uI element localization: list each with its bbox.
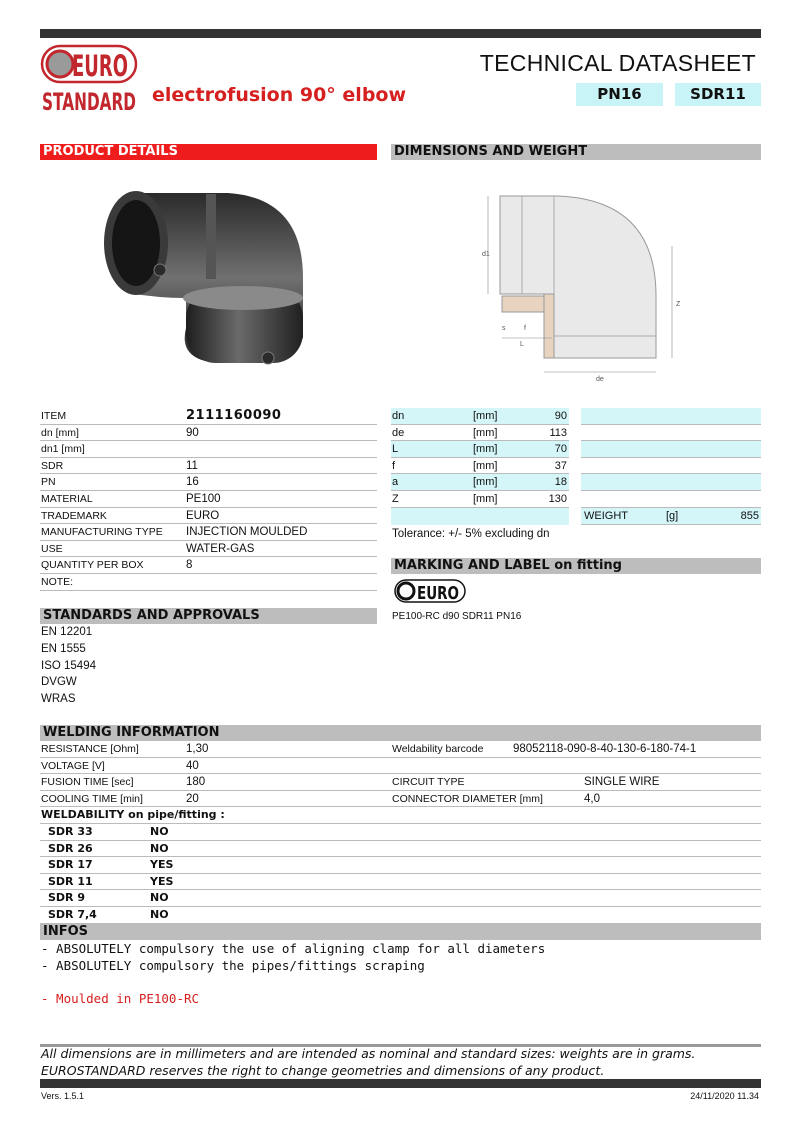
logo-text: EURO	[72, 49, 128, 83]
welding-label: FUSION TIME [sec]	[41, 776, 134, 789]
dimension-unit: [mm]	[473, 459, 498, 472]
product-row-value: PE100	[186, 493, 221, 505]
product-row-label: NOTE:	[41, 576, 74, 588]
product-row-value: 11	[186, 459, 198, 472]
svg-text:Z: Z	[676, 301, 681, 308]
weight-value: 855	[740, 510, 759, 522]
product-subtitle: electrofusion 90° elbow	[152, 84, 407, 106]
product-row-value: 90	[186, 426, 199, 439]
weldability-row	[40, 857, 761, 874]
weldability-title: WELDABILITY on pipe/fitting :	[41, 808, 225, 822]
weight-unit: [g]	[666, 510, 679, 522]
product-row	[40, 408, 377, 425]
page-title: TECHNICAL DATASHEET	[479, 50, 756, 76]
welding-row	[40, 758, 761, 775]
dimension-label: Z	[392, 493, 399, 505]
product-row-label: QUANTITY PER BOX	[41, 559, 144, 572]
dimension-value: 70	[554, 443, 567, 456]
welding-right-value: 4,0	[584, 792, 600, 805]
sdr-badge: SDR11	[675, 83, 761, 106]
welding-value: 180	[186, 776, 206, 789]
footer-note-1: All dimensions are in millimeters and are intended as nominal and standard sizes: weights are in grams.	[41, 1046, 696, 1061]
svg-text:L: L	[520, 341, 524, 348]
weldability-sdr: SDR 26	[48, 841, 93, 855]
dimension-label: de	[392, 426, 405, 439]
date-label: 24/11/2020 11.34	[690, 1091, 759, 1101]
weight-label: WEIGHT	[584, 510, 628, 522]
product-row	[40, 557, 377, 574]
product-row	[40, 574, 377, 591]
svg-text:s: s	[502, 325, 506, 332]
weldability-title-row	[40, 807, 761, 824]
weight-row	[581, 508, 761, 525]
info-line-1: - ABSOLUTELY compulsory the use of aligning clamp for all diameters	[41, 941, 546, 956]
product-row-label: TRADEMARK	[41, 509, 107, 522]
standard-item: DVGW	[41, 676, 77, 689]
dimension-value: 18	[554, 476, 567, 489]
weldability-result: NO	[150, 908, 169, 921]
welding-right-value: SINGLE WIRE	[584, 776, 660, 789]
dimension-row	[391, 441, 569, 458]
marking-logo	[394, 579, 466, 603]
dimension-unit: [mm]	[473, 426, 498, 439]
dimension-unit: [mm]	[473, 410, 498, 422]
dimension-extra-cell	[581, 474, 761, 491]
dimension-extra-cell	[581, 491, 761, 508]
welding-row	[40, 741, 761, 758]
svg-text:EURO: EURO	[417, 583, 459, 604]
weldability-sdr: SDR 7,4	[48, 908, 97, 921]
weldability-result: NO	[150, 841, 169, 855]
section-marking: MARKING AND LABEL on fitting	[391, 558, 761, 574]
welding-label: COOLING TIME [min]	[41, 792, 143, 805]
bottom-bar	[40, 1079, 761, 1088]
dimension-row	[391, 474, 569, 491]
pn-badge: PN16	[576, 83, 663, 106]
svg-text:f: f	[524, 325, 526, 332]
dimension-value: 37	[554, 459, 567, 472]
product-row	[40, 441, 377, 458]
welding-row	[40, 791, 761, 808]
dimension-extra-cell	[581, 441, 761, 458]
svg-text:de: de	[596, 376, 604, 383]
standard-item: WRAS	[41, 693, 76, 706]
product-row-label: dn1 [mm]	[41, 443, 85, 456]
product-row	[40, 491, 377, 508]
product-row-label: MANUFACTURING TYPE	[41, 526, 163, 539]
weldability-sdr: SDR 33	[48, 825, 93, 838]
product-row-label: SDR	[41, 459, 64, 472]
technical-drawing	[468, 186, 693, 386]
product-row-value: EURO	[186, 509, 220, 522]
product-row-label: USE	[41, 542, 63, 555]
product-row	[40, 474, 377, 491]
dimension-unit: [mm]	[473, 476, 498, 489]
product-row-label: MATERIAL	[41, 493, 93, 505]
product-row	[40, 425, 377, 442]
version-label: Vers. 1.5.1	[41, 1091, 85, 1101]
welding-right-label: CONNECTOR DIAMETER [mm]	[392, 792, 543, 805]
weldability-row	[40, 907, 761, 924]
weldability-sdr: SDR 17	[48, 858, 93, 872]
weldability-sdr: SDR 9	[48, 891, 86, 905]
weldability-result: NO	[150, 825, 169, 838]
weldability-row	[40, 890, 761, 907]
top-bar	[40, 29, 761, 38]
welding-right-label: CIRCUIT TYPE	[392, 776, 465, 789]
welding-right-label: Weldability barcode	[392, 743, 484, 755]
dimension-extra-cell	[581, 458, 761, 475]
product-row-value: 2111160090	[186, 408, 282, 423]
product-row-value: WATER-GAS	[186, 542, 255, 555]
weldability-result: YES	[150, 858, 174, 872]
dimension-label: dn	[392, 410, 405, 422]
product-row	[40, 541, 377, 558]
product-row	[40, 458, 377, 475]
product-row-value: INJECTION MOULDED	[186, 526, 308, 539]
dimension-unit: [mm]	[473, 443, 498, 456]
dimension-blank-cell	[391, 508, 569, 525]
welding-row	[40, 774, 761, 791]
dimension-value: 90	[554, 410, 567, 422]
marking-text: PE100-RC d90 SDR11 PN16	[392, 611, 522, 622]
svg-text:d1: d1	[482, 251, 490, 258]
dimension-row	[391, 491, 569, 508]
info-line-2: - ABSOLUTELY compulsory the pipes/fittings scraping	[41, 958, 425, 973]
product-row-value: 8	[186, 559, 193, 572]
dimension-extra-cell	[581, 408, 761, 425]
info-line-red: - Moulded in PE100-RC	[41, 991, 200, 1006]
weldability-sdr: SDR 11	[48, 874, 93, 888]
weldability-result: NO	[150, 891, 169, 905]
dimension-label: f	[392, 459, 396, 472]
brand-logo	[40, 44, 138, 114]
welding-right-value: 98052118-090-8-40-130-6-180-74-1	[513, 743, 697, 755]
footer-note-2: EUROSTANDARD reserves the right to change geometries and dimensions of any product.	[41, 1063, 605, 1078]
standard-item: ISO 15494	[41, 659, 96, 672]
section-infos: INFOS	[40, 924, 761, 940]
welding-value: 40	[186, 759, 199, 772]
standard-item: EN 12201	[41, 626, 93, 638]
welding-label: RESISTANCE [Ohm]	[41, 743, 139, 755]
section-dimensions-weight: DIMENSIONS AND WEIGHT	[391, 144, 761, 160]
welding-value: 20	[186, 792, 199, 805]
welding-value: 1,30	[186, 743, 209, 755]
product-row	[40, 508, 377, 525]
weldability-row	[40, 824, 761, 841]
dimension-extra-cell	[581, 425, 761, 442]
dimension-label: a	[392, 476, 399, 489]
product-photo	[98, 178, 313, 373]
dimension-value: 113	[549, 426, 567, 439]
section-welding: WELDING INFORMATION	[40, 725, 761, 741]
dimension-row	[391, 408, 569, 425]
product-row-label: ITEM	[41, 410, 67, 422]
product-row	[40, 524, 377, 541]
weldability-result: YES	[150, 874, 174, 888]
dimension-unit: [mm]	[473, 493, 498, 505]
dimension-row	[391, 425, 569, 442]
weldability-row	[40, 841, 761, 858]
section-product-details: PRODUCT DETAILS	[40, 144, 377, 160]
dimension-row	[391, 458, 569, 475]
welding-label: VOLTAGE [V]	[41, 759, 105, 772]
tolerance-note: Tolerance: +/- 5% excluding dn	[392, 528, 550, 540]
logo-subtext: STANDARD	[42, 88, 136, 116]
dimension-value: 130	[548, 493, 567, 505]
standard-item: EN 1555	[41, 642, 86, 655]
product-row-label: dn [mm]	[41, 426, 79, 439]
section-standards: STANDARDS AND APPROVALS	[40, 608, 377, 624]
weldability-row	[40, 874, 761, 891]
dimension-label: L	[392, 443, 399, 456]
product-row-label: PN	[41, 476, 56, 489]
product-row-value: 16	[186, 476, 199, 489]
